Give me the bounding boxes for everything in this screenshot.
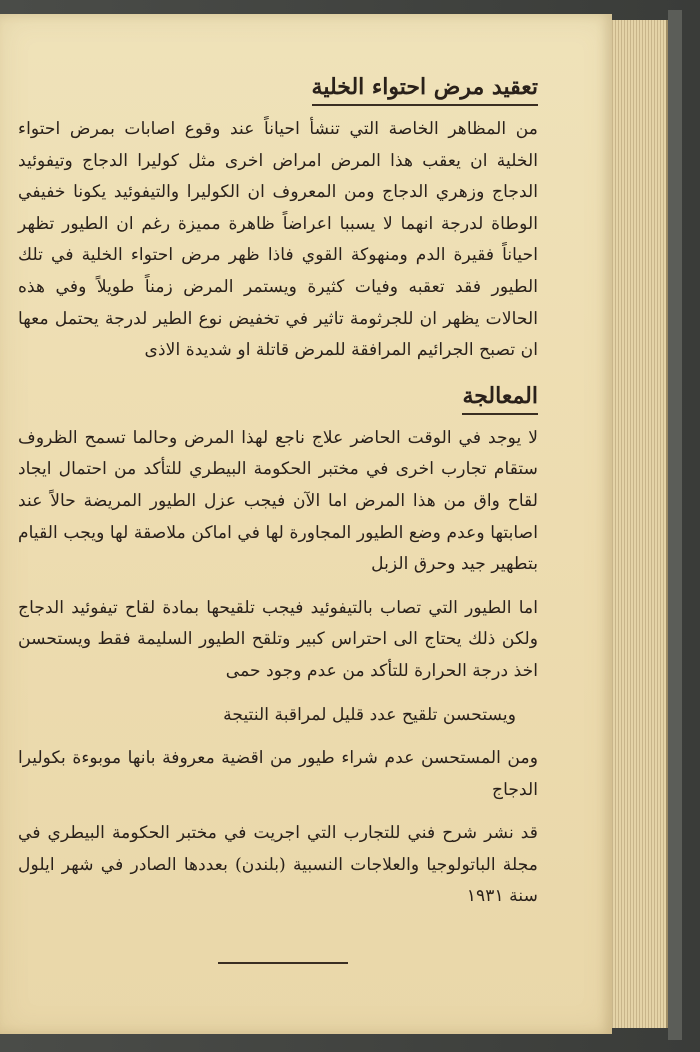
- paragraph-treatment-2: اما الطيور التي تصاب بالتيفوئيد فيجب تلقيحها بمادة لقاح تيفوئيد الدجاج ولكن ذلك يحتاج الى احتراس كبير وتلقح الطيور السليمة فقط ويستحسن اخذ درجة الحرارة للتأكد من عدم وجود حمى: [18, 597, 538, 681]
- book-cover-edge: [668, 10, 682, 1040]
- paragraph-complication: من المظاهر الخاصة التي تنشأ احياناً عند وقوع اصابات بمرض احتواء الخلية ان يعقب هذا المرض امراض اخرى مثل كوليرا الدجاج وتيفوئيد الدجاج وزهري الدجاج ومن المعروف ان الكوليرا والتيفوئيد يكونا خفيفي الوطاة لدرجة انهما لا يسببا اعراضاً ظاهرة مميزة رغم ان الطيور تظهر احياناً فقيرة الدم ومنهوكة القوي فاذا ظهر مرض احتواء الخلية في تلك الطيور فقد تعقبه وفيات كثيرة ويستمر المرض زمناً طويلاً وفي هذه الحالات يظهر ان للجرثومة تاثير في تخفيض نوع الطير لدرجة يحتمل معها ان تصبح الجرائيم المرافقة للمرض قاتلة او شديدة الاذى: [18, 119, 538, 361]
- paragraph-treatment-4: ومن المستحسن عدم شراء طيور من اقضية معروفة بانها موبوءة بكوليرا الدجاج: [18, 748, 538, 800]
- paragraph-treatment-3: ويستحسن تلقيح عدد قليل لمراقبة النتيجة: [223, 704, 516, 725]
- section-heading-treatment: المعالجة: [462, 379, 538, 415]
- paragraph-treatment-1: لا يوجد في الوقت الحاضر علاج ناجع لهذا المرض وحالما تسمح الظروف ستقام تجارب اخرى في مختبر الحكومة البيطري للتأكد من احتمال ايجاد لقاح واق من هذا المرض اما الآن فيجب عزل الطيور المريضة حالاً عند اصابتها وعدم وضع الطيور المجاورة لها في اماكن ملاصقة لها ويجب القيام بتطهير جيد وحرق الزبل: [18, 427, 538, 575]
- page-text: [18, 70, 538, 913]
- end-rule-divider: [218, 962, 348, 964]
- page-fore-edge: [610, 20, 668, 1028]
- section-heading-complication: تعقيد مرض احتواء الخلية: [312, 70, 538, 106]
- paragraph-treatment-5: قد نشر شرح فني للتجارب التي اجريت في مختبر الحكومة البيطري في مجلة الباتولوجيا والعلاجات النسبية (بلندن) بعددها الصادر في شهر ايلول سنة ١٩٣١: [18, 823, 538, 907]
